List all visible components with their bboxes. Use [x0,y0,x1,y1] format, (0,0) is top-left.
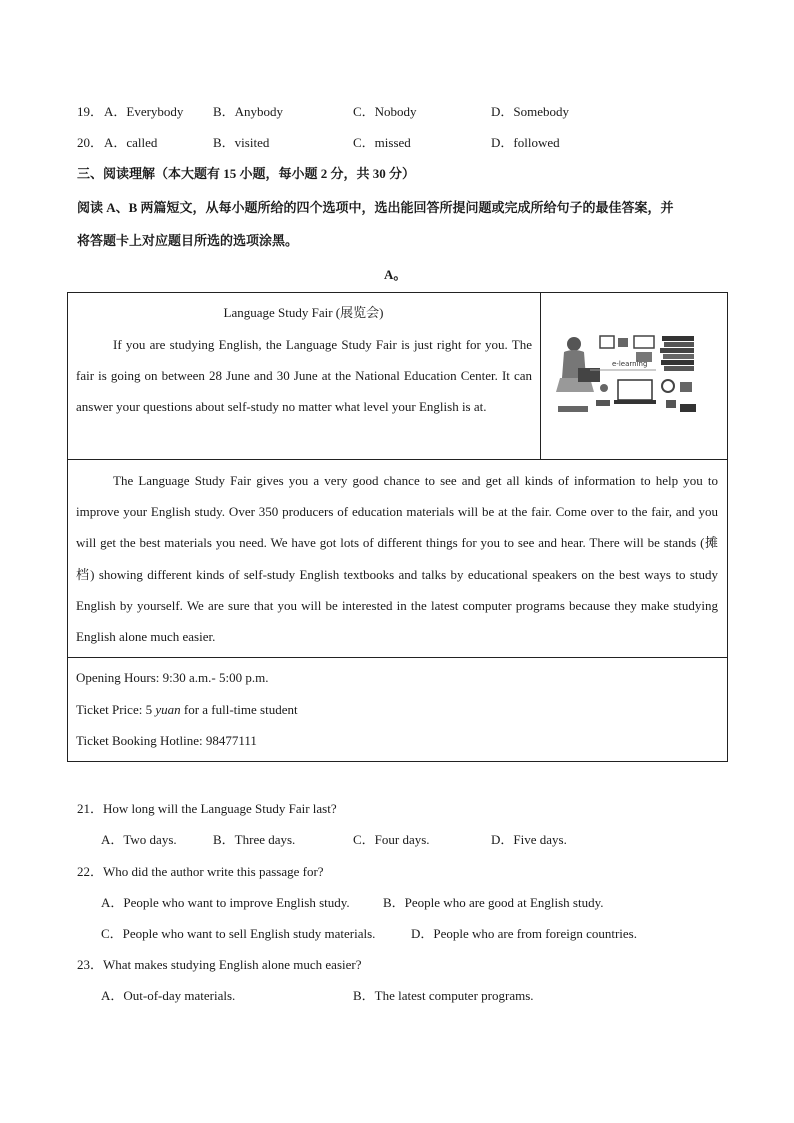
body-paragraph [76,465,718,652]
option-a: A．called [104,135,158,150]
question-19 [77,103,103,121]
question-21: 21．How long will the Language Study Fair last? [77,801,337,816]
option-a: A．Everybody [104,104,184,119]
body-text: The Language Study Fair gives you a very good chance to see and get all kinds of information to help you to improve your English study. Over 350 producers of education materials will be at the fair. Come over to the fair, and you will get the best materials you need. We have got lots of different things for you to see and hear. There will be stands (摊档) showing different kinds of self-study English textbooks and talks by educational speakers on the best ways to study English by yourself. We are sure that you will be interested in the latest computer programs because they make studying English alone much easier. [76,473,718,645]
intro-paragraph [76,329,532,423]
option-b: B．People who are good at English study. [383,895,604,910]
ticket-price-label: Ticket Price: 5 [76,702,156,717]
intro-text: If you are studying English, the Language Study Fair is just right for you. The fair is going on between 28 June and 30 June at the National Education Center. It can answer your questions about self-study no matter what level your English is at. [76,337,532,415]
question-20 [77,134,103,152]
question-number: 20． [77,135,104,150]
passage-label: A。 [384,267,407,282]
option-d: D．Somebody [491,104,570,119]
ticket-price-note: for a full-time student [180,702,298,717]
row-divider [67,459,727,460]
instruction-line-2: 将答题卡上对应题目所选的选项涂黑。 [77,233,299,248]
option-c: C．Four days. [353,832,430,847]
e-learning-illustration [556,330,704,422]
option-b: B．Anybody [213,104,284,119]
option-a: A．Out-of-day materials. [101,988,236,1003]
option-d: D．followed [491,135,560,150]
opening-hours: Opening Hours: 9:30 a.m.- 5:00 p.m. [76,670,269,685]
section-heading: 三、阅读理解（本大题有 15 小题，每小题 2 分，共 30 分） [77,166,416,181]
option-c: C．Nobody [353,104,417,119]
question-23: 23．What makes studying English alone much easier? [77,957,362,972]
option-d: D．Five days. [491,832,567,847]
option-b: B．visited [213,135,270,150]
booking-hotline: Ticket Booking Hotline: 98477111 [76,733,257,748]
instruction-line-1: 阅读 A、B 两篇短文，从每小题所给的四个选项中，选出能回答所提问题或完成所给句子的最佳答案，并 [77,200,674,215]
currency-unit: yuan [155,702,181,717]
option-d: D．People who are from foreign countries. [411,926,637,941]
question-number: 19． [77,104,104,119]
option-a: A．Two days. [101,832,177,847]
column-divider [540,292,541,459]
option-b: B．Three days. [213,832,296,847]
ticket-price [76,701,298,719]
option-c: C．missed [353,135,411,150]
fair-title: Language Study Fair (展览会) [223,305,384,320]
option-a: A．People who want to improve English study. [101,895,350,910]
e-learning-caption: e-learning [612,360,648,368]
option-c: C．People who want to sell English study materials. [101,926,376,941]
question-22: 22．Who did the author write this passage for? [77,864,324,879]
row-divider [67,657,727,658]
option-b: B．The latest computer programs. [353,988,534,1003]
